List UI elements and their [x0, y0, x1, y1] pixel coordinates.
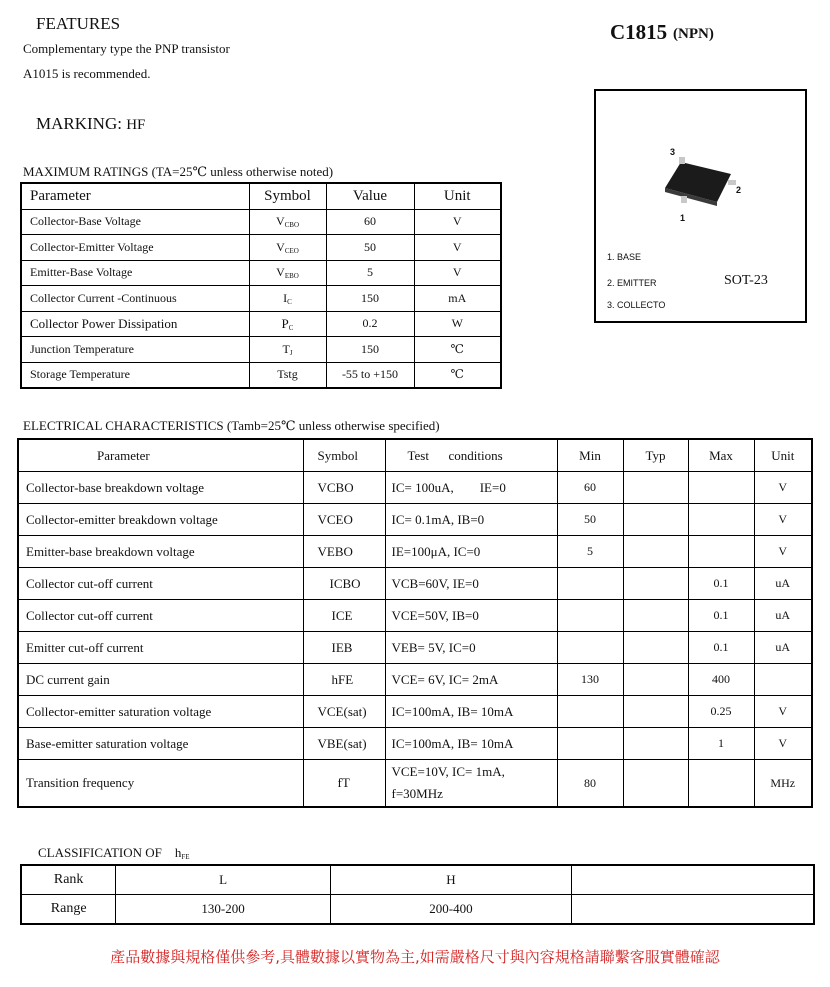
conditions-cell: VEB= 5V, IC=0 — [385, 632, 557, 664]
table-row — [18, 600, 812, 632]
table-header-row — [18, 439, 812, 472]
symbol-cell: VCE(sat) — [303, 696, 385, 728]
table-row — [18, 568, 812, 600]
min-cell: 5 — [557, 536, 623, 568]
unit-cell: V — [754, 728, 812, 760]
classification-table — [20, 864, 815, 925]
max-cell: 0.1 — [688, 568, 754, 600]
footer-disclaimer: 產品數據與規格僅供參考,具體數據以實物為主,如需嚴格尺寸與內容規格請聯繫客服實體確認 — [110, 948, 720, 966]
typ-cell — [623, 632, 688, 664]
param-cell: Collector Current -Continuous — [21, 286, 249, 312]
pin-number-1: 1 — [680, 213, 686, 223]
symbol-sub: C — [288, 323, 294, 332]
typ-cell — [623, 664, 688, 696]
header-typ: Typ — [623, 439, 688, 472]
features-line-1: Complementary type the PNP transistor — [23, 41, 230, 56]
typ-cell — [623, 760, 688, 808]
symbol-cell: ICBO — [303, 568, 385, 600]
param-cell: Collector-emitter breakdown voltage — [18, 504, 303, 536]
param-cell: Base-emitter saturation voltage — [18, 728, 303, 760]
value-cell: 150 — [326, 337, 414, 363]
unit-cell: W — [414, 311, 501, 337]
typ-cell — [623, 504, 688, 536]
typ-cell — [623, 728, 688, 760]
symbol-cell — [249, 286, 326, 312]
symbol-text: P — [281, 315, 289, 331]
symbol-cell — [249, 235, 326, 261]
header-max: Max — [688, 439, 754, 472]
param-cell: Storage Temperature — [21, 362, 249, 388]
marking — [36, 114, 145, 134]
symbol-sub: CEO — [284, 246, 299, 255]
electrical-table — [17, 438, 813, 808]
unit-cell: uA — [754, 632, 812, 664]
unit-cell: V — [414, 209, 501, 235]
table-row — [21, 895, 814, 925]
range-cell — [572, 895, 814, 925]
header-unit: Unit — [414, 183, 501, 209]
min-cell — [557, 728, 623, 760]
table-row — [21, 311, 501, 337]
conditions-line-1: VCE=10V, IC= 1mA, — [391, 764, 505, 779]
param-cell: Emitter cut-off current — [18, 632, 303, 664]
conditions-cell: IC= 0.1mA, IB=0 — [385, 504, 557, 536]
table-row — [18, 504, 812, 536]
package-box — [594, 89, 807, 323]
pin-2-label: 2. EMITTER — [607, 278, 657, 288]
header-unit: Unit — [754, 439, 812, 472]
table-row — [21, 260, 501, 286]
table-row — [18, 536, 812, 568]
param-cell: Emitter-base breakdown voltage — [18, 536, 303, 568]
min-cell: 80 — [557, 760, 623, 808]
param-cell: DC current gain — [18, 664, 303, 696]
max-cell: 400 — [688, 664, 754, 696]
symbol-sub: EBO — [284, 272, 299, 281]
unit-cell: ℃ — [414, 337, 501, 363]
conditions-cell: IC=100mA, IB= 10mA — [385, 728, 557, 760]
symbol-cell — [249, 337, 326, 363]
conditions-cell — [385, 760, 557, 808]
param-cell: Emitter-Base Voltage — [21, 260, 249, 286]
header-symbol: Symbol — [303, 439, 385, 472]
min-cell: 50 — [557, 504, 623, 536]
param-cell: Collector cut-off current — [18, 568, 303, 600]
table-header-row — [21, 183, 501, 209]
conditions-cell: IC=100mA, IB= 10mA — [385, 696, 557, 728]
symbol-cell: VEBO — [303, 536, 385, 568]
symbol-cell: VCEO — [303, 504, 385, 536]
classification-caption-sub: FE — [181, 853, 190, 861]
header-conditions: Test conditions — [385, 439, 557, 472]
pin-number-2: 2 — [736, 185, 742, 195]
marking-code: HF — [126, 117, 146, 133]
range-label: Range — [21, 895, 116, 925]
features-line-2: A1015 is recommended. — [23, 66, 151, 81]
min-cell — [557, 600, 623, 632]
range-cell: 130-200 — [116, 895, 330, 925]
rank-cell — [572, 865, 814, 895]
symbol-cell — [249, 311, 326, 337]
value-cell: -55 to +150 — [326, 362, 414, 388]
marking-label: MARKING: — [36, 114, 122, 133]
unit-cell: V — [754, 472, 812, 504]
unit-cell: uA — [754, 600, 812, 632]
unit-cell: V — [754, 696, 812, 728]
unit-cell: V — [754, 536, 812, 568]
symbol-sub: C — [287, 297, 292, 306]
min-cell: 130 — [557, 664, 623, 696]
unit-cell: V — [414, 260, 501, 286]
unit-cell: uA — [754, 568, 812, 600]
symbol-text: Tstg — [277, 367, 298, 382]
param-cell: Collector Power Dissipation — [21, 311, 249, 337]
symbol-text: V — [276, 239, 285, 254]
header-parameter: Parameter — [21, 183, 249, 209]
conditions-cell: IE=100μA, IC=0 — [385, 536, 557, 568]
value-cell: 5 — [326, 260, 414, 286]
typ-cell — [623, 536, 688, 568]
symbol-cell — [249, 260, 326, 286]
part-number: C1815 — [610, 20, 668, 44]
symbol-cell: fT — [303, 760, 385, 808]
range-cell: 200-400 — [330, 895, 571, 925]
symbol-cell — [249, 362, 326, 388]
table-row — [18, 696, 812, 728]
symbol-text: V — [275, 214, 285, 229]
max-cell: 0.1 — [688, 632, 754, 664]
max-cell: 0.1 — [688, 600, 754, 632]
symbol-cell: ICE — [303, 600, 385, 632]
symbol-cell: VBE(sat) — [303, 728, 385, 760]
table-row — [21, 209, 501, 235]
pin-3-label: 3. COLLECTO — [607, 300, 666, 310]
max-cell: 0.25 — [688, 696, 754, 728]
classification-caption — [38, 845, 190, 861]
value-cell: 150 — [326, 286, 414, 312]
table-row — [18, 728, 812, 760]
table-row — [18, 632, 812, 664]
header-symbol: Symbol — [249, 183, 326, 209]
min-cell — [557, 568, 623, 600]
param-cell: Collector-emitter saturation voltage — [18, 696, 303, 728]
unit-cell: mA — [414, 286, 501, 312]
symbol-sub: CBO — [284, 221, 300, 230]
conditions-cell: VCB=60V, IE=0 — [385, 568, 557, 600]
typ-cell — [623, 472, 688, 504]
param-cell: Collector cut-off current — [18, 600, 303, 632]
min-cell: 60 — [557, 472, 623, 504]
value-cell: 50 — [326, 235, 414, 261]
unit-cell: ℃ — [414, 362, 501, 388]
max-ratings-caption: MAXIMUM RATINGS (TA=25℃ unless otherwise noted) — [23, 164, 334, 179]
header-value: Value — [326, 183, 414, 209]
param-cell: Collector-Base Voltage — [21, 209, 249, 235]
min-cell — [557, 696, 623, 728]
table-row — [18, 760, 812, 808]
conditions-cell: VCE=50V, IB=0 — [385, 600, 557, 632]
value-cell: 60 — [326, 209, 414, 235]
table-row — [21, 865, 814, 895]
electrical-caption: ELECTRICAL CHARACTERISTICS (Tamb=25℃ unless otherwise specified) — [23, 418, 440, 433]
symbol-sub: J — [289, 348, 293, 357]
symbol-cell: VCBO — [303, 472, 385, 504]
param-cell: Transition frequency — [18, 760, 303, 808]
symbol-text: V — [276, 265, 285, 280]
part-type: (NPN) — [673, 26, 714, 42]
table-row — [21, 337, 501, 363]
table-row — [21, 362, 501, 388]
value-cell: 0.2 — [326, 311, 414, 337]
symbol-text: I — [283, 290, 288, 305]
classification-caption-text: CLASSIFICATION OF h — [38, 845, 182, 860]
symbol-cell — [249, 209, 326, 235]
symbol-cell: IEB — [303, 632, 385, 664]
max-cell — [688, 472, 754, 504]
unit-cell: V — [754, 504, 812, 536]
max-ratings-table — [20, 182, 502, 389]
rank-label: Rank — [21, 865, 116, 895]
rank-cell: H — [330, 865, 571, 895]
max-cell — [688, 536, 754, 568]
unit-cell — [754, 664, 812, 696]
features-title: FEATURES — [36, 14, 121, 33]
param-cell: Collector-Emitter Voltage — [21, 235, 249, 261]
conditions-cell: VCE= 6V, IC= 2mA — [385, 664, 557, 696]
rank-cell: L — [116, 865, 330, 895]
max-cell — [688, 504, 754, 536]
unit-cell: MHz — [754, 760, 812, 808]
table-row — [21, 235, 501, 261]
param-cell: Junction Temperature — [21, 337, 249, 363]
symbol-cell: hFE — [303, 664, 385, 696]
typ-cell — [623, 568, 688, 600]
unit-cell: V — [414, 235, 501, 261]
typ-cell — [623, 696, 688, 728]
min-cell — [557, 632, 623, 664]
conditions-cell: IC= 100uA, IE=0 — [385, 472, 557, 504]
typ-cell — [623, 600, 688, 632]
package-name: SOT-23 — [724, 273, 768, 288]
pin-1-label: 1. BASE — [607, 252, 642, 262]
table-row — [21, 286, 501, 312]
header-min: Min — [557, 439, 623, 472]
max-cell — [688, 760, 754, 808]
conditions-line-2: f=30MHz — [391, 786, 443, 801]
header-parameter: Parameter — [18, 439, 303, 472]
table-row — [18, 664, 812, 696]
symbol-text: T — [282, 341, 290, 356]
max-cell: 1 — [688, 728, 754, 760]
param-cell: Collector-base breakdown voltage — [18, 472, 303, 504]
table-row — [18, 472, 812, 504]
pin-number-3: 3 — [670, 147, 676, 157]
